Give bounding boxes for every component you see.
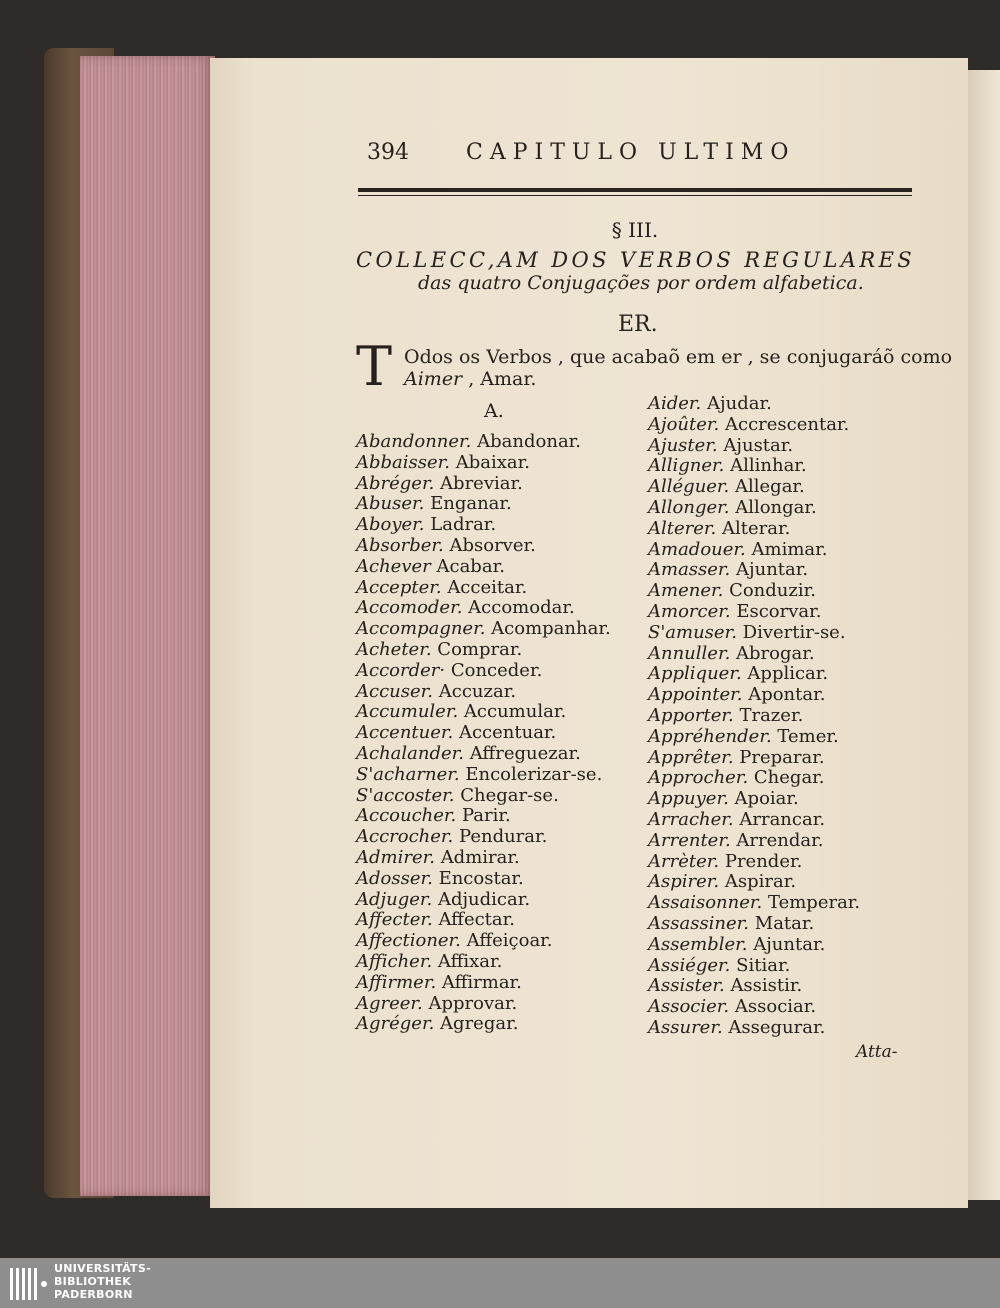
french-verb: Assiéger. <box>648 954 731 976</box>
portuguese-verb: Assegurar. <box>728 1016 826 1038</box>
french-verb: Annuller. <box>648 642 731 664</box>
french-verb: Accumuler. <box>356 701 459 723</box>
french-verb: Afficher. <box>356 950 433 972</box>
verb-entry <box>648 706 860 727</box>
portuguese-verb: Temer. <box>777 725 839 747</box>
french-verb: Assassiner. <box>648 912 750 934</box>
portuguese-verb: Arrendar. <box>736 829 824 851</box>
header-rule <box>358 188 912 192</box>
portuguese-verb: Accentuar. <box>458 722 557 744</box>
portuguese-verb: Ajuntar. <box>736 559 809 581</box>
french-verb: Alterer. <box>648 517 717 539</box>
verb-entry <box>648 664 860 685</box>
portuguese-verb: Agregar. <box>440 1013 519 1035</box>
portuguese-verb: Ladrar. <box>430 514 497 536</box>
french-verb: S'acharner. <box>356 763 460 785</box>
portuguese-verb: Acompanhar. <box>491 618 611 640</box>
library-name-line-3: PADERBORN <box>54 1288 133 1301</box>
verb-entry <box>648 415 860 436</box>
french-verb: Adjuger. <box>356 888 433 910</box>
portuguese-verb: Chegar. <box>753 767 825 789</box>
verb-entry <box>356 973 611 994</box>
verb-entry <box>356 723 611 744</box>
french-verb: Assister. <box>648 975 725 997</box>
french-verb: Accentuer. <box>356 722 454 744</box>
portuguese-verb: Prender. <box>724 850 803 872</box>
portuguese-verb: Sitiar. <box>736 954 791 976</box>
intro-example-verb: Aimer <box>404 368 463 390</box>
verb-entry <box>648 748 860 769</box>
portuguese-verb: Accomodar. <box>468 597 575 619</box>
french-verb: Assaisonner. <box>648 892 763 914</box>
portuguese-verb: Aspirar. <box>724 871 797 893</box>
french-verb: Associer. <box>648 996 730 1018</box>
french-verb: Accorder· <box>356 659 446 681</box>
verb-entry <box>648 727 860 748</box>
verb-entry <box>356 702 611 723</box>
french-verb: Acheter. <box>356 638 432 660</box>
verb-entry <box>356 765 611 786</box>
portuguese-verb: Admirar. <box>440 846 520 868</box>
page-number: 394 <box>367 140 409 165</box>
portuguese-verb: Abreviar. <box>440 472 523 494</box>
verb-entry <box>648 956 860 977</box>
library-name <box>54 1262 151 1301</box>
portuguese-verb: Applicar. <box>747 663 829 685</box>
french-verb: Accuser. <box>356 680 433 702</box>
verb-entry <box>356 432 611 453</box>
verb-entry <box>356 474 611 495</box>
portuguese-verb: Trazer. <box>739 704 804 726</box>
verb-entry <box>648 685 860 706</box>
verb-entry <box>648 477 860 498</box>
intro-example-translation: , Amar. <box>462 368 537 390</box>
verb-entry <box>356 827 611 848</box>
portuguese-verb: Ajudar. <box>707 393 772 414</box>
verb-entry <box>356 931 611 952</box>
french-verb: Arracher. <box>648 808 734 830</box>
french-verb: Admirer. <box>356 846 435 868</box>
conjugation-heading: ER. <box>618 312 658 337</box>
verb-entry <box>356 453 611 474</box>
verb-entry <box>648 914 860 935</box>
french-verb: Allonger. <box>648 496 730 518</box>
portuguese-verb: Accumular. <box>463 701 567 723</box>
verb-entry <box>356 952 611 973</box>
verb-entry <box>356 869 611 890</box>
portuguese-verb: Affirmar. <box>441 971 522 993</box>
verb-entry <box>648 560 860 581</box>
french-verb: Affectioner. <box>356 930 461 952</box>
french-verb: Aider. <box>648 393 702 414</box>
french-verb: Appuyer. <box>648 788 729 810</box>
french-verb: S'amuser. <box>648 621 737 643</box>
french-verb: Appliquer. <box>648 663 742 685</box>
french-verb: Aboyer. <box>356 514 425 536</box>
french-verb: Amener. <box>648 580 724 602</box>
portuguese-verb: Comprar. <box>437 638 523 660</box>
portuguese-verb: Conceder. <box>450 659 543 681</box>
verb-entry <box>648 498 860 519</box>
portuguese-verb: Encolerizar-se. <box>465 763 603 785</box>
french-verb: Absorber. <box>356 534 444 556</box>
french-verb: Assurer. <box>648 1016 723 1038</box>
portuguese-verb: Ajustar. <box>723 434 794 456</box>
verb-entry <box>356 744 611 765</box>
portuguese-verb: Temperar. <box>767 892 861 914</box>
verb-entry <box>648 997 860 1018</box>
portuguese-verb: Associar. <box>734 996 817 1018</box>
french-verb: Approcher. <box>648 767 749 789</box>
portuguese-verb: Matar. <box>754 912 815 934</box>
verb-entry <box>356 848 611 869</box>
library-logo-icon <box>8 1264 48 1304</box>
french-verb: Abuser. <box>356 493 425 515</box>
french-verb: Appréhender. <box>648 725 772 747</box>
verb-entry <box>648 893 860 914</box>
verb-entry <box>648 540 860 561</box>
verb-entry <box>356 640 611 661</box>
french-verb: Abréger. <box>356 472 435 494</box>
french-verb: Accomoder. <box>356 597 463 619</box>
verb-entry <box>648 394 860 415</box>
verb-entry <box>648 1018 860 1039</box>
verb-entry <box>648 602 860 623</box>
portuguese-verb: Abandonar. <box>477 431 582 452</box>
french-verb: Abbaisser. <box>356 451 451 473</box>
portuguese-verb: Accrescentar. <box>724 413 850 435</box>
portuguese-verb: Allongar. <box>735 496 817 518</box>
verb-entry <box>648 852 860 873</box>
running-head: CAPITULO ULTIMO <box>466 140 796 165</box>
portuguese-verb: Amimar. <box>751 538 828 560</box>
library-footer <box>0 1258 1000 1308</box>
french-verb: Apporter. <box>648 704 734 726</box>
portuguese-verb: Abaixar. <box>455 451 530 473</box>
collection-title: COLLECC,AM DOS VERBOS REGULARES <box>356 248 916 272</box>
french-verb: Alléguer. <box>648 476 730 498</box>
portuguese-verb: Apontar. <box>748 684 826 706</box>
french-verb: Affecter. <box>356 909 433 931</box>
library-name-line-1: UNIVERSITÄTS- <box>54 1262 151 1275</box>
french-verb: Ajuster. <box>648 434 718 456</box>
verb-entry <box>648 644 860 665</box>
portuguese-verb: Acceitar. <box>447 576 528 598</box>
section-mark <box>0 218 1000 242</box>
library-name-line-2: BIBLIOTHEK <box>54 1275 132 1288</box>
verb-entry <box>356 619 611 640</box>
verb-entry <box>356 806 611 827</box>
french-verb: Abandonner. <box>356 431 472 452</box>
verb-entry <box>648 623 860 644</box>
header-rule-thin <box>358 195 912 196</box>
verb-entry <box>648 436 860 457</box>
portuguese-verb: Divertir-se. <box>742 621 846 643</box>
verb-entry <box>648 519 860 540</box>
portuguese-verb: Accuzar. <box>438 680 517 702</box>
portuguese-verb: Approvar. <box>428 992 518 1014</box>
verb-entry <box>356 536 611 557</box>
verb-entry <box>356 515 611 536</box>
verb-entry <box>648 456 860 477</box>
portuguese-verb: Preparar. <box>739 746 825 768</box>
verb-entry <box>356 994 611 1015</box>
verb-entry <box>356 494 611 515</box>
verb-entry <box>648 976 860 997</box>
french-verb: Accoucher. <box>356 805 457 827</box>
portuguese-verb: Pendurar. <box>459 826 548 848</box>
verb-entry <box>356 661 611 682</box>
verb-list-right <box>648 394 860 1039</box>
verb-entry <box>648 768 860 789</box>
verb-entry <box>356 578 611 599</box>
portuguese-verb: Enganar. <box>430 493 512 515</box>
verb-entry <box>648 789 860 810</box>
french-verb: Appointer. <box>648 684 743 706</box>
section-mark-text: § III. <box>611 218 659 242</box>
portuguese-verb: Acabar. <box>436 555 505 577</box>
portuguese-verb: Adjudicar. <box>437 888 531 910</box>
french-verb: Arrèter. <box>648 850 720 872</box>
french-verb: Amasser. <box>648 559 731 581</box>
portuguese-verb: Affreguezar. <box>469 742 581 764</box>
portuguese-verb: Parir. <box>462 805 511 827</box>
intro-line-2 <box>404 368 536 390</box>
verb-entry <box>356 557 611 578</box>
portuguese-verb: Affeiçoar. <box>466 930 553 952</box>
portuguese-verb: Abrogar. <box>736 642 815 664</box>
french-verb: Arrenter. <box>648 829 731 851</box>
french-verb: Accepter. <box>356 576 442 598</box>
portuguese-verb: Absorver. <box>449 534 536 556</box>
catchword: Atta- <box>856 1042 898 1062</box>
letter-heading: A. <box>484 400 504 422</box>
french-verb: Amorcer. <box>648 600 731 622</box>
verb-entry <box>356 682 611 703</box>
verb-entry <box>356 598 611 619</box>
portuguese-verb: Conduzir. <box>729 580 816 602</box>
verb-entry <box>356 1014 611 1035</box>
french-verb: Assembler. <box>648 933 748 955</box>
portuguese-verb: Affixar. <box>437 950 503 972</box>
portuguese-verb: Encostar. <box>438 867 524 889</box>
portuguese-verb: Escorvar. <box>736 600 822 622</box>
portuguese-verb: Ajuntar. <box>753 933 826 955</box>
intro-line-1: Odos os Verbos , que acabaõ em er , se conjugaráõ como <box>404 346 953 368</box>
verb-entry <box>356 910 611 931</box>
portuguese-verb: Apoiar. <box>734 788 799 810</box>
french-verb: Agreer. <box>356 992 423 1014</box>
portuguese-verb: Chegar-se. <box>460 784 559 806</box>
french-verb: Achever <box>356 555 431 577</box>
portuguese-verb: Affectar. <box>438 909 515 931</box>
portuguese-verb: Arrancar. <box>739 808 826 830</box>
french-verb: Apprêter. <box>648 746 734 768</box>
verb-entry <box>648 935 860 956</box>
french-verb: Ajoûter. <box>648 413 720 435</box>
french-verb: Achalander. <box>356 742 465 764</box>
portuguese-verb: Assistir. <box>730 975 803 997</box>
french-verb: Agréger. <box>356 1013 435 1035</box>
french-verb: Alligner. <box>648 455 725 477</box>
verb-entry <box>648 872 860 893</box>
drop-cap: T <box>356 335 393 398</box>
collection-subtitle: das quatro Conjugações por ordem alfabetica. <box>418 272 864 294</box>
portuguese-verb: Allegar. <box>735 476 805 498</box>
french-verb: S'accoster. <box>356 784 455 806</box>
verb-entry <box>648 581 860 602</box>
french-verb: Affirmer. <box>356 971 437 993</box>
french-verb: Adosser. <box>356 867 433 889</box>
verb-entry <box>648 831 860 852</box>
french-verb: Accrocher. <box>356 826 454 848</box>
portuguese-verb: Alterar. <box>721 517 791 539</box>
verb-entry <box>356 786 611 807</box>
french-verb: Aspirer. <box>648 871 720 893</box>
portuguese-verb: Allinhar. <box>730 455 807 477</box>
verb-entry <box>648 810 860 831</box>
french-verb: Amadouer. <box>648 538 746 560</box>
french-verb: Accompagner. <box>356 618 486 640</box>
verb-list-left <box>356 432 611 1035</box>
verb-entry <box>356 890 611 911</box>
